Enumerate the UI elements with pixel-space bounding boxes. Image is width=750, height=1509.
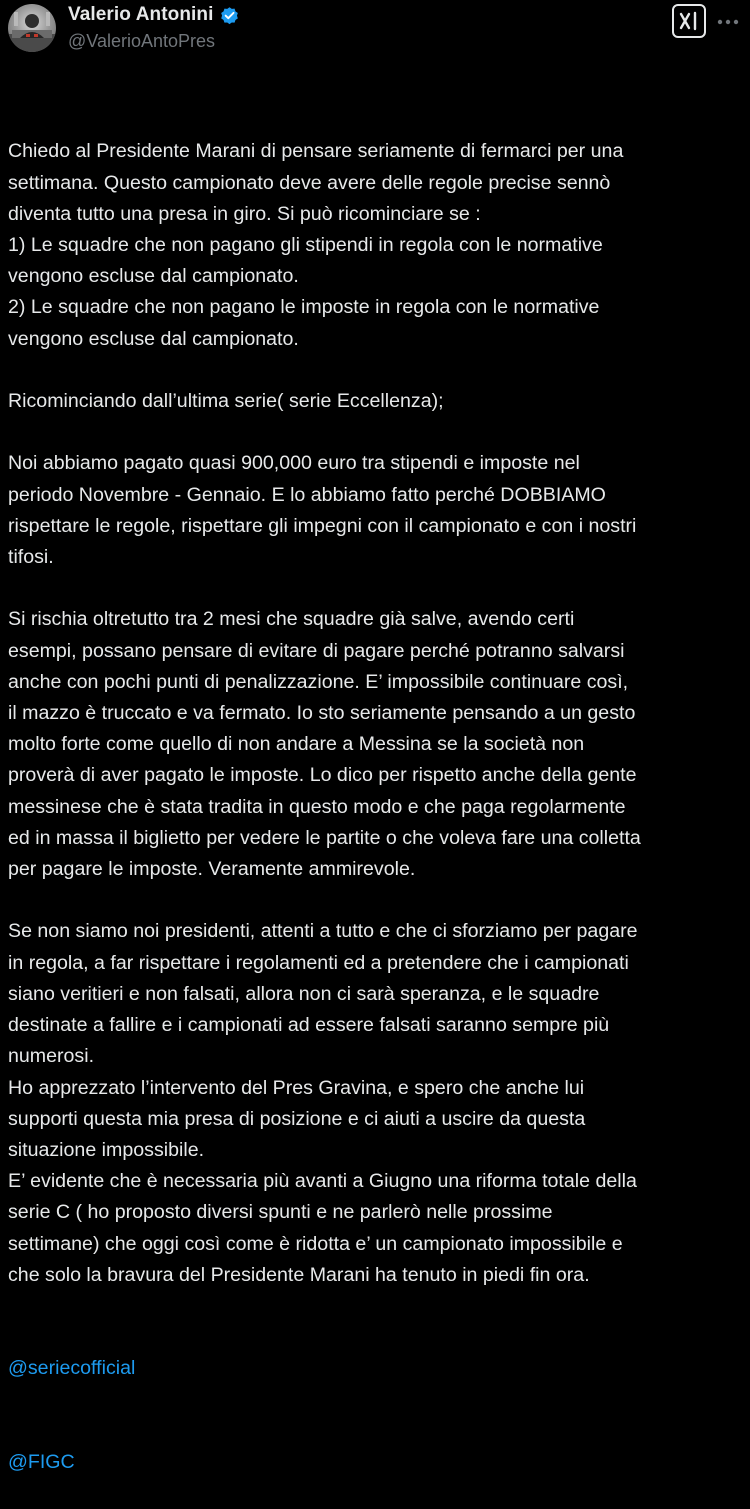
tweet-text: Chiedo al Presidente Marani di pensare seriamente di fermarci per una settimana. Questo campionato deve avere delle regole precise sennò diventa tutto una presa in giro. Si può ricominciare se : 1) Le squadre che non pagano gli stipendi in regola con le normative vengono escluse dal campionato. 2) Le squadre che non pagano le imposte in regola con le normative vengono escluse dal campionato. Ricominciando dall’ultima serie( serie Eccellenza); Noi abbiamo pagato quasi 900,000 euro tra stipendi e imposte nel periodo Novembre - Gennaio. E lo abbiamo fatto perché DOBBIAMO rispettare le regole, rispettare gli impegni con il campionato e con i nostri tifosi. Si rischia oltretutto tra 2 mesi che squadre già salve, avendo certi esempi, possano pensare di evitare di pagare perché potranno salvarsi anche con pochi punti di penalizzazione. E’ impossibile continuare così, il mazzo è truccato e va fermato. Io sto seriamente pensando a un gesto molto forte come quello di non andare a Messina se la società non proverà di aver pagato le imposte. Lo dico per rispetto anche della gente messinese che è stata tradita in questo modo e che paga regolarmente ed in massa il biglietto per vedere le partite o che voleva fare una colletta per pagare le imposte. Veramente ammirevole. Se non siamo noi presidenti, attenti a tutto e che ci sforziamo per pagare in regola, a far rispettare i regolamenti ed a pretendere che i campionati siano veritieri e non falsati, allora non ci sarà speranza, e le squadre destinate a fallire e i campionati ad essere falsati saranno sempre più numerosi. Ho apprezzato l’intervento del Pres Gravina, e spero che anche lui supporti questa mia presa di posizione e ci aiuti a uscire da questa situazione impossibile. E’ evidente che è necessaria più avanti a Giugno una riforma totale della serie C ( ho proposto diversi spunti e ne parlerò nelle prossime settimane) che oggi così come è ridotta e’ un campionato impossibile e che solo la bravura del Presidente Marani ha tenuto in piedi fin ora. xyxy=(8,140,641,1286)
author-names xyxy=(68,2,240,52)
tweet-header xyxy=(0,0,750,70)
mention-link[interactable]: @seriecofficial xyxy=(8,1357,136,1380)
mention-link[interactable]: @FIGC xyxy=(8,1450,75,1473)
author-display-name[interactable]: Valerio Antonini xyxy=(68,4,214,25)
avatar-photo-icon xyxy=(8,4,56,52)
more-icon xyxy=(717,19,739,25)
author-handle[interactable]: @ValerioAntoPres xyxy=(68,31,216,51)
avatar[interactable] xyxy=(8,4,56,52)
grok-icon xyxy=(678,10,700,32)
verified-badge-icon[interactable] xyxy=(219,5,240,26)
tweet-body xyxy=(8,74,744,1509)
more-options-button[interactable] xyxy=(714,8,742,36)
grok-button[interactable] xyxy=(672,4,706,38)
display-name-row xyxy=(68,2,240,28)
